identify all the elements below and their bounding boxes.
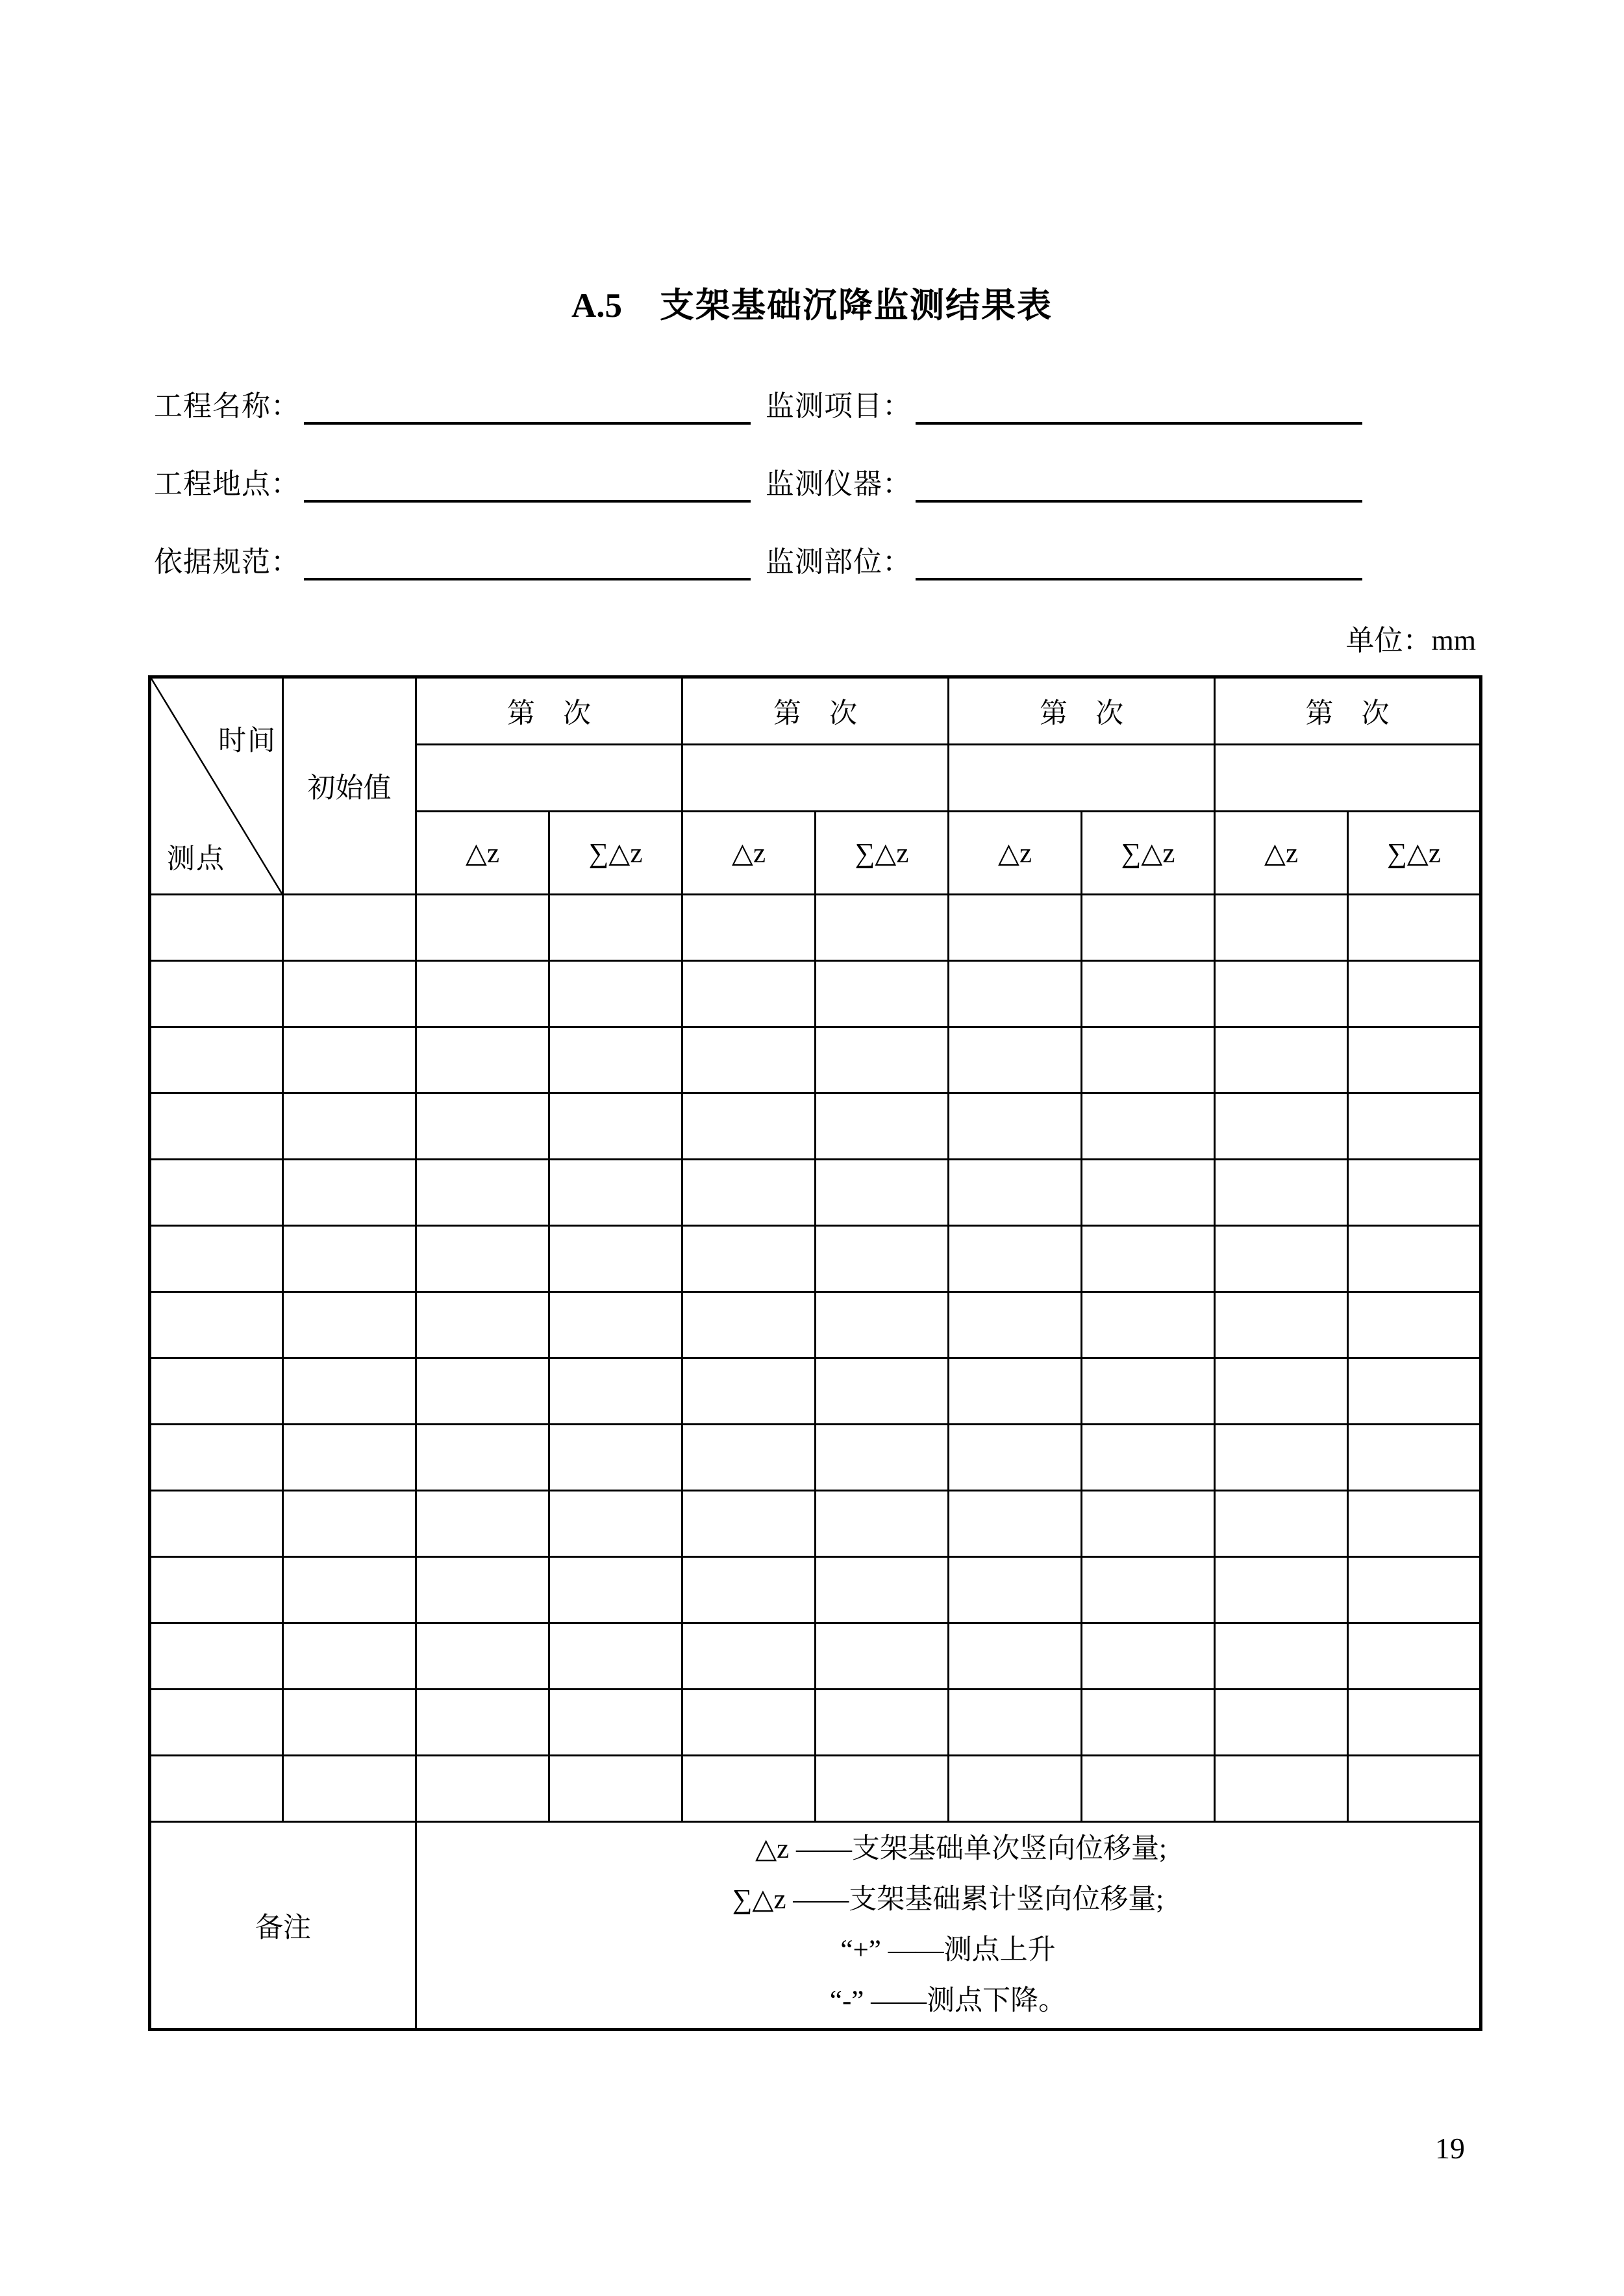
cycle-header-4: 第 次 xyxy=(1215,677,1481,745)
empty-data-cell xyxy=(1348,1358,1481,1425)
field-label: 监测项目： xyxy=(766,390,912,422)
empty-data-cell xyxy=(416,1623,549,1690)
empty-data-cell xyxy=(816,1623,949,1690)
empty-data-cell xyxy=(416,1292,549,1358)
empty-data-cell xyxy=(416,1093,549,1160)
empty-data-cell xyxy=(549,1027,682,1093)
blank-line xyxy=(304,545,751,580)
remark-row xyxy=(150,1822,1481,2030)
field-monitor-instrument xyxy=(766,466,1362,503)
empty-data-cell xyxy=(1082,961,1215,1027)
empty-data-cell xyxy=(150,1358,283,1425)
empty-data-cell xyxy=(283,1226,416,1292)
empty-data-cell xyxy=(416,1358,549,1425)
page-number: 19 xyxy=(1435,2132,1465,2165)
empty-data-cell xyxy=(949,1690,1082,1756)
empty-data-cell xyxy=(949,1756,1082,1822)
empty-data-cell xyxy=(1215,961,1348,1027)
empty-data-cell xyxy=(816,1491,949,1557)
subheader-dz: △z xyxy=(416,812,549,895)
remark-line: “-” ——测点下降。 xyxy=(829,1986,1067,2016)
subheader-sum-dz: ∑△z xyxy=(816,812,949,895)
empty-data-cell xyxy=(816,1756,949,1822)
empty-data-cell xyxy=(816,1557,949,1623)
field-label: 监测仪器： xyxy=(766,468,912,500)
table-body-row xyxy=(150,1292,1481,1358)
empty-data-cell xyxy=(549,1292,682,1358)
empty-data-cell xyxy=(150,1425,283,1491)
empty-data-cell xyxy=(682,1358,816,1425)
empty-data-cell xyxy=(682,1491,816,1557)
empty-data-cell xyxy=(1215,1292,1348,1358)
empty-data-cell xyxy=(1215,1491,1348,1557)
empty-data-cell xyxy=(816,1358,949,1425)
blank-line xyxy=(916,468,1362,503)
empty-data-cell xyxy=(1082,1491,1215,1557)
empty-data-cell xyxy=(682,1027,816,1093)
table-body-row xyxy=(150,1491,1481,1557)
empty-data-cell xyxy=(1348,1557,1481,1623)
empty-data-cell xyxy=(416,895,549,961)
empty-data-cell xyxy=(549,1425,682,1491)
subheader-dz: △z xyxy=(682,812,816,895)
empty-data-cell xyxy=(1348,1623,1481,1690)
empty-data-cell xyxy=(283,961,416,1027)
empty-data-cell xyxy=(549,1623,682,1690)
empty-data-cell xyxy=(1215,1756,1348,1822)
empty-data-cell xyxy=(682,1756,816,1822)
empty-data-cell xyxy=(1348,1292,1481,1358)
remark-label-cell: 备注 xyxy=(150,1822,416,2030)
table-body-row xyxy=(150,1756,1481,1822)
empty-data-cell xyxy=(150,1093,283,1160)
empty-data-cell xyxy=(682,895,816,961)
empty-data-cell xyxy=(949,1557,1082,1623)
table-body-row xyxy=(150,1027,1481,1093)
table-body-row xyxy=(150,1425,1481,1491)
empty-data-cell xyxy=(549,1690,682,1756)
corner-label-time: 时间 xyxy=(218,726,277,756)
empty-data-cell xyxy=(416,1756,549,1822)
empty-data-cell xyxy=(682,1160,816,1226)
empty-data-cell xyxy=(416,1027,549,1093)
blank-line xyxy=(916,545,1362,580)
empty-data-cell xyxy=(1215,1557,1348,1623)
field-project-location xyxy=(154,466,751,503)
table-body-row xyxy=(150,895,1481,961)
empty-data-cell xyxy=(1082,1623,1215,1690)
table-body-row xyxy=(150,961,1481,1027)
subheader-sum-dz: ∑△z xyxy=(549,812,682,895)
empty-data-cell xyxy=(283,1027,416,1093)
empty-data-cell xyxy=(949,1027,1082,1093)
empty-data-cell xyxy=(816,1425,949,1491)
empty-data-cell xyxy=(949,1623,1082,1690)
empty-data-cell xyxy=(816,1690,949,1756)
empty-data-cell xyxy=(416,1160,549,1226)
empty-data-cell xyxy=(1348,1226,1481,1292)
empty-data-cell xyxy=(150,1027,283,1093)
subheader-sum-dz: ∑△z xyxy=(1348,812,1481,895)
header-row-cycle xyxy=(150,677,1481,745)
empty-data-cell xyxy=(150,1160,283,1226)
empty-data-cell xyxy=(283,1093,416,1160)
empty-data-cell xyxy=(816,895,949,961)
empty-data-cell xyxy=(416,1491,549,1557)
remark-line: “+” ——测点上升 xyxy=(840,1935,1056,1965)
empty-data-cell xyxy=(283,1292,416,1358)
empty-data-cell xyxy=(949,1425,1082,1491)
empty-data-cell xyxy=(283,1358,416,1425)
table-body-row xyxy=(150,1690,1481,1756)
empty-data-cell xyxy=(549,1557,682,1623)
title-number: A.5 xyxy=(571,287,623,325)
empty-data-cell xyxy=(949,1160,1082,1226)
empty-data-cell xyxy=(1348,1027,1481,1093)
empty-data-cell xyxy=(949,1292,1082,1358)
empty-data-cell xyxy=(150,1756,283,1822)
empty-data-cell xyxy=(1215,1160,1348,1226)
empty-data-cell xyxy=(1215,1690,1348,1756)
table-body-row xyxy=(150,1160,1481,1226)
empty-data-cell xyxy=(416,1557,549,1623)
empty-data-cell xyxy=(1348,1690,1481,1756)
field-label: 依据规范： xyxy=(154,546,300,578)
field-monitor-item xyxy=(766,388,1362,425)
empty-data-cell xyxy=(682,1557,816,1623)
table-body-row xyxy=(150,1557,1481,1623)
empty-data-cell xyxy=(682,1623,816,1690)
empty-data-cell xyxy=(1348,895,1481,961)
empty-data-cell xyxy=(1082,1160,1215,1226)
table-body-row xyxy=(150,1093,1481,1160)
empty-data-cell xyxy=(1215,1027,1348,1093)
table-body-row xyxy=(150,1623,1481,1690)
empty-data-cell xyxy=(682,1093,816,1160)
empty-data-cell xyxy=(949,1093,1082,1160)
cycle-header-3: 第 次 xyxy=(949,677,1215,745)
empty-data-cell xyxy=(1215,1425,1348,1491)
empty-data-cell xyxy=(682,1690,816,1756)
field-label: 工程地点： xyxy=(154,468,300,500)
page-title xyxy=(0,278,1624,327)
empty-data-cell xyxy=(1348,1093,1481,1160)
empty-data-cell xyxy=(816,1093,949,1160)
empty-data-cell xyxy=(150,895,283,961)
empty-data-cell xyxy=(949,1491,1082,1557)
empty-data-cell xyxy=(150,961,283,1027)
table-body-row xyxy=(150,1226,1481,1292)
empty-data-cell xyxy=(283,1160,416,1226)
monitoring-results-table xyxy=(148,675,1482,2031)
empty-data-cell xyxy=(549,1358,682,1425)
empty-data-cell xyxy=(416,1226,549,1292)
empty-data-cell xyxy=(150,1690,283,1756)
empty-data-cell xyxy=(949,1226,1082,1292)
empty-data-cell xyxy=(150,1623,283,1690)
empty-data-cell xyxy=(150,1226,283,1292)
date-cell xyxy=(949,745,1215,812)
field-label: 监测部位： xyxy=(766,546,912,578)
empty-data-cell xyxy=(549,1093,682,1160)
empty-data-cell xyxy=(1082,1226,1215,1292)
subheader-dz: △z xyxy=(949,812,1082,895)
subheader-sum-dz: ∑△z xyxy=(1082,812,1215,895)
empty-data-cell xyxy=(1082,1093,1215,1160)
empty-data-cell xyxy=(682,1425,816,1491)
date-cell xyxy=(416,745,682,812)
cycle-header-1: 第 次 xyxy=(416,677,682,745)
empty-data-cell xyxy=(1082,1358,1215,1425)
empty-data-cell xyxy=(283,1425,416,1491)
table-body-row xyxy=(150,1358,1481,1425)
empty-data-cell xyxy=(549,1756,682,1822)
unit-note: 单位：mm xyxy=(1345,625,1476,656)
empty-data-cell xyxy=(1215,1358,1348,1425)
empty-data-cell xyxy=(150,1292,283,1358)
blank-line xyxy=(304,390,751,425)
blank-line xyxy=(916,390,1362,425)
empty-data-cell xyxy=(416,1425,549,1491)
empty-data-cell xyxy=(816,1226,949,1292)
empty-data-cell xyxy=(1348,1756,1481,1822)
empty-data-cell xyxy=(283,1756,416,1822)
empty-data-cell xyxy=(1348,961,1481,1027)
empty-data-cell xyxy=(1215,1093,1348,1160)
empty-data-cell xyxy=(1215,1226,1348,1292)
empty-data-cell xyxy=(816,1160,949,1226)
empty-data-cell xyxy=(682,1226,816,1292)
blank-line xyxy=(304,468,751,503)
empty-data-cell xyxy=(283,895,416,961)
empty-data-cell xyxy=(1348,1160,1481,1226)
empty-data-cell xyxy=(549,1226,682,1292)
remark-line: △z ——支架基础单次竖向位移量; xyxy=(755,1834,1167,1864)
empty-data-cell xyxy=(1215,895,1348,961)
empty-data-cell xyxy=(416,1690,549,1756)
empty-data-cell xyxy=(682,1292,816,1358)
empty-data-cell xyxy=(1082,1557,1215,1623)
empty-data-cell xyxy=(949,895,1082,961)
empty-data-cell xyxy=(150,1491,283,1557)
empty-data-cell xyxy=(549,961,682,1027)
date-cell xyxy=(1215,745,1481,812)
corner-label-point: 测点 xyxy=(167,844,225,875)
empty-data-cell xyxy=(549,1491,682,1557)
initial-value-header: 初始值 xyxy=(283,677,416,895)
empty-data-cell xyxy=(283,1690,416,1756)
empty-data-cell xyxy=(816,1027,949,1093)
empty-data-cell xyxy=(1082,1425,1215,1491)
cycle-header-2: 第 次 xyxy=(682,677,949,745)
title-text: 支架基础沉降监测结果表 xyxy=(660,287,1053,325)
field-monitor-part xyxy=(766,544,1362,580)
date-cell xyxy=(682,745,949,812)
subheader-dz: △z xyxy=(1215,812,1348,895)
empty-data-cell xyxy=(1082,1756,1215,1822)
empty-data-cell xyxy=(816,961,949,1027)
empty-data-cell xyxy=(1348,1425,1481,1491)
empty-data-cell xyxy=(283,1557,416,1623)
empty-data-cell xyxy=(416,961,549,1027)
empty-data-cell xyxy=(283,1491,416,1557)
corner-cell xyxy=(150,677,283,895)
empty-data-cell xyxy=(1082,895,1215,961)
empty-data-cell xyxy=(150,1557,283,1623)
field-project-name xyxy=(154,388,751,425)
remark-line: ∑△z ——支架基础累计竖向位移量; xyxy=(732,1884,1164,1915)
field-label: 工程名称： xyxy=(154,390,300,422)
empty-data-cell xyxy=(549,895,682,961)
empty-data-cell xyxy=(949,961,1082,1027)
empty-data-cell xyxy=(549,1160,682,1226)
empty-data-cell xyxy=(1215,1623,1348,1690)
empty-data-cell xyxy=(1082,1027,1215,1093)
empty-data-cell xyxy=(816,1292,949,1358)
field-reference-standard xyxy=(154,544,751,580)
empty-data-cell xyxy=(1082,1690,1215,1756)
empty-data-cell xyxy=(949,1358,1082,1425)
empty-data-cell xyxy=(1082,1292,1215,1358)
empty-data-cell xyxy=(682,961,816,1027)
remark-notes-cell xyxy=(416,1822,1481,2030)
empty-data-cell xyxy=(283,1623,416,1690)
empty-data-cell xyxy=(1348,1491,1481,1557)
